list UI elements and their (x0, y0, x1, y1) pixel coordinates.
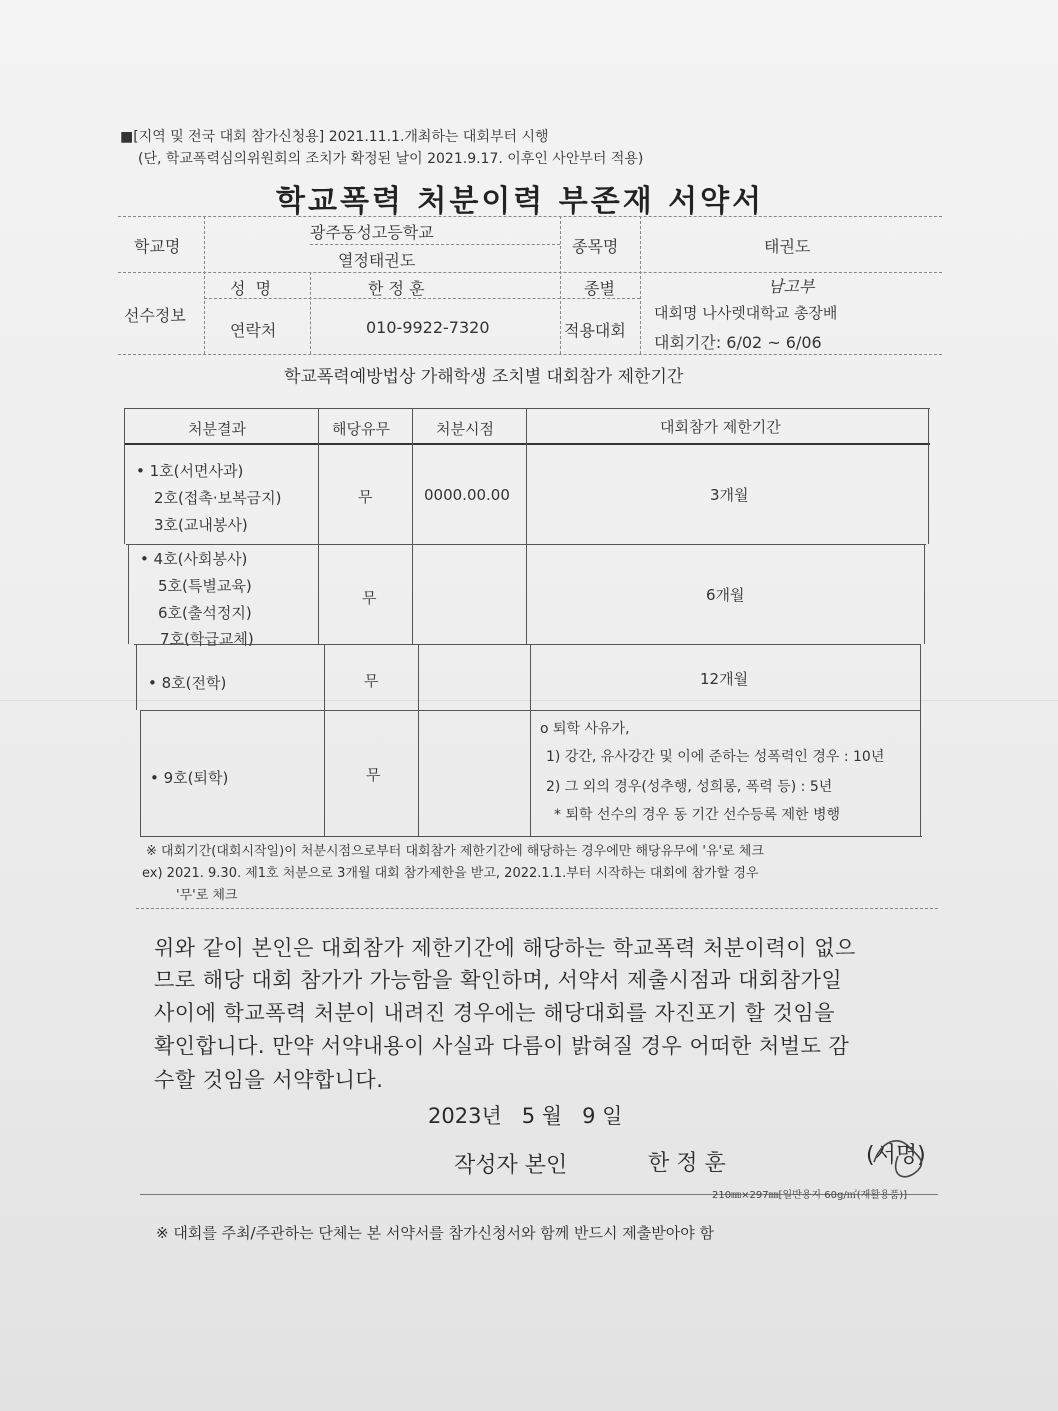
event-period: 대회기간: 6/02 ~ 6/06 (654, 333, 822, 352)
row1-item1: • 1호(서면사과) (136, 462, 244, 480)
table-col-divider-1a (318, 408, 319, 644)
pledge-line5: 수할 것임을 서약합니다. (154, 1068, 384, 1092)
info-bottom-border (118, 354, 942, 355)
row4-period-line4: * 퇴학 선수의 경우 동 기간 선수등록 제한 병행 (554, 807, 841, 823)
pledge-date: 2023년 5 월 9 일 (428, 1104, 623, 1128)
info-row-divider-1 (118, 272, 942, 273)
info-col-divider-3 (560, 216, 561, 354)
table-top-border (124, 408, 930, 409)
row1-date: 0000.00.00 (424, 486, 510, 504)
notes-separator (136, 908, 938, 909)
event-label: 적용대회 (564, 321, 626, 340)
pledge-line2: 므로 해당 대회 참가가 가능함을 확인하며, 서약서 제출시점과 대회참가일 (154, 968, 843, 992)
row2-item4: 7호(학급교체) (160, 630, 254, 648)
row1-item2: 2호(접촉·보복금지) (154, 489, 282, 507)
school-team: 열정태권도 (338, 251, 416, 270)
name-label: 성 명 (230, 279, 272, 298)
note-line2: ex) 2021. 9.30. 제1호 처분으로 3개월 대회 참가제한을 받고, 2022.1.1.부터 시작하는 대회에 참가할 경우 (142, 866, 759, 881)
table-left-border-4 (140, 710, 141, 836)
col-header-period: 대회참가 제한기간 (660, 418, 781, 436)
signature-scribble-icon (868, 1132, 938, 1180)
table-col-divider-1b (324, 644, 325, 836)
pledge-line4: 확인합니다. 만약 서약내용이 사실과 다름이 밝혀질 경우 어떠한 처벌도 감 (154, 1034, 850, 1058)
table-left-border-2 (128, 544, 129, 644)
contact-value: 010-9922-7320 (366, 318, 490, 337)
col-header-result: 처분결과 (188, 420, 246, 438)
row4-period-line2: 1) 강간, 유사강간 및 이에 준하는 성폭력인 경우 : 10년 (546, 749, 885, 765)
document-title: 학교폭력 처분이력 부존재 서약서 (276, 184, 765, 219)
row2-item3: 6호(출석정지) (158, 604, 252, 622)
signer-name: 한 정 훈 (648, 1151, 726, 1176)
signer-label: 작성자 본인 (454, 1153, 568, 1178)
header-note-line1: ■[지역 및 전국 대회 참가신청용] 2021.11.1.개최하는 대회부터 시행 (120, 129, 549, 145)
col-header-applies: 해당유무 (332, 420, 390, 438)
table-col-divider-3a (526, 408, 527, 644)
row4-period-line3: 2) 그 외의 경우(성추행, 성희롱, 폭력 등) : 5년 (546, 779, 833, 795)
row2-period: 6개월 (706, 586, 745, 604)
col-header-date: 처분시점 (436, 420, 494, 438)
category-label: 종별 (584, 279, 615, 298)
row3-item1: • 8호(전학) (148, 674, 227, 692)
row1-applies: 무 (358, 488, 373, 506)
info-top-border (118, 216, 942, 217)
table-col-divider-2a (412, 408, 413, 644)
restriction-title: 학교폭력예방법상 가해학생 조치별 대회참가 제한기간 (284, 367, 684, 387)
table-bottom-border (140, 836, 922, 837)
pledge-line3: 사이에 학교폭력 처분이 내려진 경우에는 해당대회를 자진포기 할 것임을 (154, 1001, 835, 1025)
row2-item1: • 4호(사회봉사) (140, 550, 248, 568)
pledge-line1: 위와 같이 본인은 대회참가 제한기간에 해당하는 학교폭력 처분이력이 없으 (154, 936, 856, 960)
footer-note: ※ 대회를 주최/주관하는 단체는 본 서약서를 참가신청서와 함께 반드시 제출받아야 함 (156, 1224, 714, 1242)
table-right-border-4 (920, 710, 921, 836)
sport-value: 태권도 (764, 237, 811, 256)
table-header-border (124, 443, 930, 445)
paper-spec: 210㎜×297㎜[일반용지 60g/㎡(재활용품)] (712, 1190, 908, 1201)
row1-item3: 3호(교내봉사) (154, 516, 248, 534)
table-left-border-3 (136, 644, 137, 710)
paper-fold-line (0, 700, 1058, 701)
info-col-divider-2 (310, 272, 311, 354)
info-school-divider (310, 244, 560, 245)
contact-label: 연락처 (230, 321, 277, 340)
row4-period-line1: o 퇴학 사유가, (540, 721, 630, 737)
header-note-line2: (단, 학교폭력심의위원회의 조치가 확정된 날이 2021.9.17. 이후인 사안부터 적용) (138, 151, 644, 167)
note-line1: ※ 대회기간(대회시작일)이 처분시점으로부터 대회참가 제한기간에 해당하는 경우에만 해당유무에 '유'로 체크 (146, 844, 764, 859)
row3-period: 12개월 (700, 670, 749, 688)
school-label: 학교명 (134, 237, 181, 256)
table-col-divider-2b (418, 644, 419, 836)
row4-applies: 무 (366, 766, 381, 784)
athlete-info-label: 선수정보 (124, 306, 186, 325)
table-right-border-3 (920, 644, 921, 710)
row2-applies: 무 (362, 589, 377, 607)
table-left-border-1 (124, 408, 125, 544)
table-right-border-1 (928, 408, 929, 544)
row1-period: 3개월 (710, 486, 749, 504)
info-col-divider-4 (640, 216, 641, 354)
school-name: 광주동성고등학교 (310, 223, 434, 242)
table-col-divider-3b (530, 644, 531, 836)
row4-item1: • 9호(퇴학) (150, 769, 229, 787)
table-right-border-2 (924, 544, 925, 644)
event-name: 대회명 나사렛대학교 총장배 (654, 304, 838, 322)
info-col-divider-1 (204, 216, 205, 354)
note-line3: '무'로 체크 (176, 888, 238, 903)
category-value: 남고부 (768, 277, 815, 296)
row3-applies: 무 (364, 672, 379, 690)
sport-label: 종목명 (572, 237, 619, 256)
row2-item2: 5호(특별교육) (158, 577, 252, 595)
athlete-name: 한 정 훈 (368, 279, 425, 298)
sign-label: (서명) (866, 1143, 926, 1168)
